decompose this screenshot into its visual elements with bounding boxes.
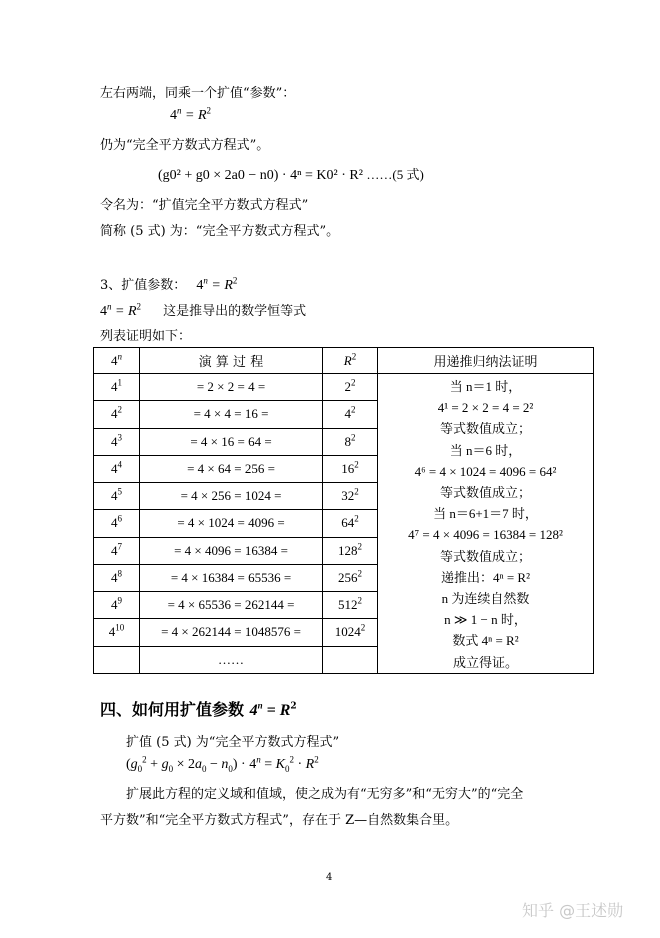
proof-line: 递推出：4ⁿ = R² (441, 569, 530, 585)
cell-power: $4^7$ (94, 537, 140, 564)
paragraph-naming: 令名为：“扩值完全平方数式方程式” (100, 198, 309, 213)
cell-power: $4^5$ (94, 483, 140, 510)
cell-calc: = 4 × 65536 = 262144 = (140, 592, 323, 619)
cell-power: $4^9$ (94, 592, 140, 619)
formula-eq: = R (181, 108, 207, 123)
cell-r2: $8^2$ (323, 428, 378, 455)
paragraph-still-square-equation: 仍为“完全平方数式方程式”。 (100, 138, 270, 153)
formula-4n-r2 (170, 105, 211, 124)
cell-power: $4^3$ (94, 428, 140, 455)
proof-line: n ≫ 1 − n 时， (444, 612, 527, 628)
cell-r2: $2^2$ (323, 374, 378, 401)
cell-empty (323, 646, 378, 673)
zhihu-watermark: 知乎 @王述勋 (522, 901, 624, 920)
cell-power: $4^6$ (94, 510, 140, 537)
formula-base: 4 (170, 108, 177, 123)
cell-r2: $64^2$ (323, 510, 378, 537)
cell-r2: 1024$^2$ (323, 619, 378, 646)
cell-calc: = 4 × 262144 = 1048576 = (140, 619, 323, 646)
cell-power: $4^{10}$ (94, 619, 140, 646)
section-4-heading-text: 四、如何用扩值参数 (100, 700, 250, 719)
cell-calc: = 4 × 256 = 1024 = (140, 483, 323, 510)
formula-exp: n (177, 105, 182, 116)
s4-paragraph-2b: 平方数”和“完全平方数式方程式”，存在于 Z—自然数集合里。 (100, 813, 459, 828)
proof-table-body (94, 348, 594, 674)
cell-calc: = 4 × 64 = 256 = (140, 455, 323, 482)
list-intro: 列表证明如下： (100, 329, 192, 344)
s4-paragraph-2a: 扩展此方程的定义域和值域，使之成为有“无穷多”和“无穷大”的“完全 (126, 787, 524, 802)
proof-line: 等式数值成立； (439, 421, 531, 437)
header-proof: 用递推归纳法证明 (378, 348, 594, 374)
equation-5-body: (g0² + g0 × 2a0 − n0) · 4ⁿ = K0² · R² (158, 168, 363, 183)
equation-5 (158, 164, 424, 184)
paragraph-multiply-parameter: 左右两端，同乘一个扩值“参数”： (100, 86, 296, 101)
proof-line: 当 n＝6+1＝7 时， (433, 506, 538, 522)
table-row (94, 374, 594, 401)
paragraph-short-name: 简称 (5 式) 为：“完全平方数式方程式”。 (100, 224, 340, 239)
cell-calc: = 2 × 2 = 4 = (140, 374, 323, 401)
cell-power: $4^2$ (94, 401, 140, 428)
proof-line: 等式数值成立； (439, 548, 531, 564)
s4-equation: $(g_0^2 + g_0 \times 2a_0 - n_0) \cdot 4^n = K_0^2 \cdot R^2$ (126, 754, 319, 774)
cell-r2: $256^2$ (323, 564, 378, 591)
cell-r2: $32^2$ (323, 483, 378, 510)
proof-table (93, 347, 594, 674)
cell-r2: $512^2$ (323, 592, 378, 619)
proof-line: n 为连续自然数 (441, 591, 530, 607)
proof-line: 4⁷ = 4 × 4096 = 16384 = 128² (408, 527, 563, 543)
proof-line: 等式数值成立； (439, 485, 531, 501)
table-header-row (94, 348, 594, 374)
cell-r2: $4^2$ (323, 401, 378, 428)
cell-calc: = 4 × 1024 = 4096 = (140, 510, 323, 537)
cell-power: $4^1$ (94, 374, 140, 401)
identity-line (100, 300, 306, 320)
cell-calc: = 4 × 4 = 16 = (140, 401, 323, 428)
proof-line: 数式 4ⁿ = R² (452, 633, 519, 649)
cell-proof (378, 374, 594, 674)
section-4-heading: 四、如何用扩值参数 $4^n = R^2$ (100, 700, 297, 719)
section-3-formula: $4^n = R^2$ (196, 275, 238, 293)
proof-line: 4¹ = 2 × 2 = 4 = 2² (437, 400, 534, 416)
cell-r2: $128^2$ (323, 537, 378, 564)
cell-empty (94, 646, 140, 673)
section-3-line (100, 274, 237, 294)
cell-power: $4^8$ (94, 564, 140, 591)
proof-line: 成立得证。 (452, 654, 518, 670)
formula-rexp: 2 (206, 105, 211, 116)
cell-power: $4^4$ (94, 455, 140, 482)
s4-paragraph-1: 扩值 (5 式) 为“完全平方数式方程式” (126, 735, 340, 750)
identity-note: 这是推导出的数学恒等式 (163, 304, 307, 319)
cell-ellipsis: …… (140, 646, 323, 673)
cell-calc: = 4 × 16384 = 65536 = (140, 564, 323, 591)
cell-calc: = 4 × 16 = 64 = (140, 428, 323, 455)
cell-calc: = 4 × 4096 = 16384 = (140, 537, 323, 564)
proof-line: 4⁶ = 4 × 1024 = 4096 = 64² (414, 463, 557, 479)
page-number: 4 (326, 872, 333, 883)
header-power: 4$^n$ (94, 348, 140, 374)
equation-5-tag: ……(5 式) (366, 167, 424, 182)
identity-formula: $4^n = R^2$ (100, 301, 141, 319)
proof-line: 当 n＝6 时， (449, 442, 522, 458)
cell-r2: $16^2$ (323, 455, 378, 482)
header-r2: $R^2$ (323, 348, 378, 374)
header-calc: 演 算 过 程 (140, 348, 323, 374)
section-3-label: 3、扩值参数： (100, 278, 187, 293)
proof-line: 当 n＝1 时， (449, 379, 522, 394)
